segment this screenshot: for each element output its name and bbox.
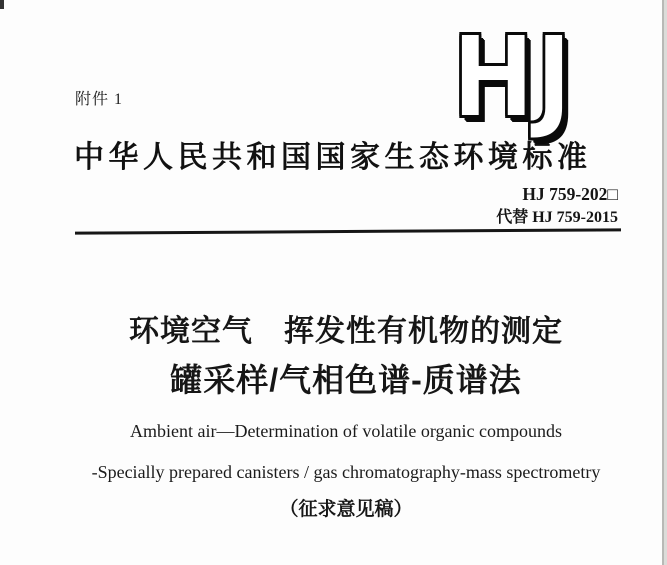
- attachment-label: 附件 1: [75, 91, 124, 108]
- draft-note: （征求意见稿）: [279, 499, 413, 520]
- standard-heading: 中华人民共和国国家生态环境标准: [74, 141, 592, 174]
- title-english-line2: -Specially prepared canisters / gas chromatography-mass spectrometry: [91, 462, 601, 482]
- hj-logo: HJ: [452, 13, 573, 143]
- standard-number: HJ 759-202□: [522, 184, 618, 204]
- title-block: [26, 0, 666, 565]
- title-chinese-line1: 环境空气 挥发性有机物的测定: [129, 315, 563, 348]
- title-chinese-line2: 罐采样/气相色谱-质谱法: [170, 362, 522, 398]
- scan-corner-artifact: [0, 0, 4, 9]
- title-english-line1: Ambient air—Determination of volatile organic compounds: [129, 421, 563, 441]
- standard-replaces: 代替 HJ 759-2015: [496, 209, 618, 226]
